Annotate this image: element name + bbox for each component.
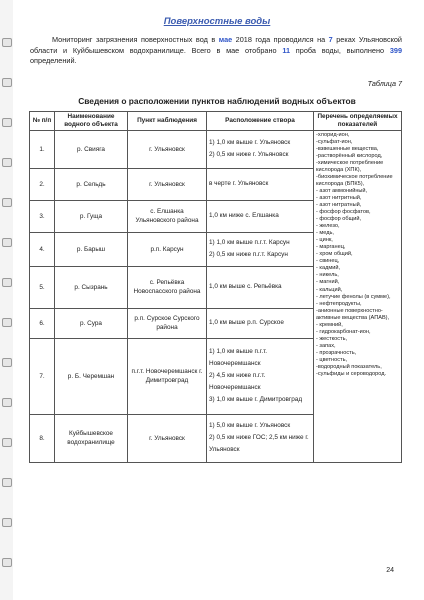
row-observation-point: р.п. Сурское Сурского района [128, 308, 207, 338]
row-num: 3. [30, 200, 55, 232]
stvor-line: 1) 5,0 км выше г. Ульяновск [209, 422, 291, 429]
parameter-item: -хлорид-ион, [316, 131, 350, 138]
row-num: 2. [30, 168, 55, 200]
parameter-item: -водородный показатель, [316, 364, 382, 371]
intro-text: проба воды, выполнено [290, 45, 390, 55]
binder-ring [2, 78, 12, 87]
binder-ring [2, 118, 12, 127]
row-num: 8. [30, 414, 55, 462]
row-num: 1. [30, 130, 55, 168]
parameter-item: - прозрачность, [316, 349, 357, 356]
parameter-item: -взвешенные вещества, [316, 145, 379, 152]
row-observation-point: р.п. Карсун [128, 232, 207, 266]
table-title: Сведения о расположении пунктов наблюдений водных объектов [78, 95, 356, 106]
binder-ring [2, 398, 12, 407]
row-water-object: р. Гуща [55, 200, 128, 232]
row-stvor [207, 308, 314, 338]
stvor-line: 2) 0,5 км ниже п.г.т. Карсун [209, 251, 288, 258]
row-water-object: р. Свияга [55, 130, 128, 168]
stvor-line: 1,0 км выше р.п. Сурское [209, 319, 284, 326]
binder-strip [0, 0, 13, 600]
row-stvor [207, 168, 314, 200]
binder-ring [2, 318, 12, 327]
determination-count: 399 [389, 45, 403, 55]
binder-ring [2, 38, 12, 47]
intro-text: 2018 года проводился на [232, 35, 329, 44]
row-water-object: р. Барыш [55, 232, 128, 266]
river-count: 7 [328, 35, 333, 44]
row-water-object: Куйбышевское водохранилище [55, 414, 128, 462]
parameter-item: -химическое потребление кислорода (ХПК), [316, 159, 384, 173]
binder-ring [2, 438, 12, 447]
table-header-row [30, 111, 402, 130]
parameter-item: - кальций, [316, 286, 343, 293]
row-water-object: р. Сура [55, 308, 128, 338]
parameter-item: - нефтепродукты, [316, 300, 362, 307]
sample-count: 11 [282, 45, 291, 55]
binder-ring [2, 518, 12, 527]
row-num: 5. [30, 266, 55, 308]
header-num: № п/п [30, 111, 55, 130]
parameter-item: - марганец, [316, 244, 346, 251]
intro-month: мае [218, 35, 233, 44]
stvor-line: 2) 0,5 км ниже ГОС; 2,5 км ниже г. Ульяновск [209, 434, 309, 453]
parameter-item: - азот аммонийный, [316, 187, 368, 194]
row-observation-point: г. Ульяновск [128, 168, 207, 200]
parameter-item: - фосфор фосфатов, [316, 209, 371, 216]
document-page [26, 14, 408, 588]
page-number: 24 [386, 567, 394, 574]
stvor-line: 3) 1,0 км выше г. Димитровград [209, 396, 303, 403]
row-num: 4. [30, 232, 55, 266]
parameter-item: -сульфиды и сероводород. [316, 371, 387, 378]
parameter-item: - цинк, [316, 237, 333, 244]
stvor-line: 1,0 км выше с. Репьёвка [209, 283, 282, 290]
table-body [30, 130, 402, 462]
intro-text: Мониторинг загрязнения поверхностных вод в [52, 35, 219, 44]
row-observation-point: с. Елшанка Ульяновского района [128, 200, 207, 232]
parameter-item: - жесткость, [316, 335, 348, 342]
parameter-item: - хром общий, [316, 251, 353, 258]
header-object: Наименование водного объекта [55, 111, 128, 130]
row-water-object: р. Сельдь [55, 168, 128, 200]
row-stvor [207, 232, 314, 266]
row-observation-point: п.г.т. Новочеремшанск г. Димитровград [128, 338, 207, 414]
parameter-item: - железо, [316, 223, 340, 230]
row-observation-point: г. Ульяновск [128, 130, 207, 168]
header-stvor: Расположение створа [207, 111, 314, 130]
table-row [30, 130, 402, 168]
header-params: Перечень определяемых показателей [314, 111, 402, 130]
parameter-item: -растворённый кислород, [316, 152, 383, 159]
section-heading: Поверхностные воды [163, 16, 271, 27]
row-stvor [207, 200, 314, 232]
parameter-item: - кадмий, [316, 265, 341, 272]
parameter-item: - цветность, [316, 357, 348, 363]
parameter-item: -анионные поверхностно-активные вещества (АПАВ), [316, 307, 390, 321]
row-stvor [207, 338, 314, 414]
row-stvor [207, 414, 314, 462]
stvor-line: 2) 4,5 км ниже п.г.т. Новочеремшанск [209, 372, 266, 391]
stvor-line: 1) 1,0 км выше г. Ульяновск [209, 139, 291, 146]
intro-text: определений. [30, 56, 77, 65]
row-observation-point: с. Репьёвка Новоспасского района [128, 266, 207, 308]
intro-text: реках Ульяновской области и Куйбышевском водохранилище. Всего в мае отобрано [30, 35, 403, 55]
parameter-item: - азот нитратный, [316, 201, 362, 208]
parameter-item: - медь, [316, 230, 334, 237]
parameter-item: - никель, [316, 272, 339, 279]
binder-ring [2, 478, 12, 487]
parameter-item: -сульфат-ион, [316, 138, 353, 145]
stvor-line: 2) 0,5 км ниже г. Ульяновск [209, 151, 289, 158]
row-stvor [207, 266, 314, 308]
row-num: 7. [30, 338, 55, 414]
stvor-line: 1) 1,0 км выше п.г.т. Новочеремшанск [209, 348, 268, 367]
binder-ring [2, 198, 12, 207]
binder-ring [2, 358, 12, 367]
header-point: Пункт наблюдения [128, 111, 207, 130]
binder-ring [2, 238, 12, 247]
row-stvor [207, 130, 314, 168]
binder-ring [2, 558, 12, 567]
binder-ring [2, 158, 12, 167]
stvor-line: 1) 1,0 км выше п.г.т. Карсун [209, 239, 290, 246]
row-num: 6. [30, 308, 55, 338]
parameter-item: - гидрокарбонат-ион, [316, 328, 371, 335]
parameter-item: - запах, [316, 342, 336, 349]
parameters-list [314, 130, 402, 462]
row-water-object: р. Б. Черемшан [55, 338, 128, 414]
parameter-item: -биохимическое потребление кислорода (БПК5), [316, 173, 393, 187]
parameter-item: - азот нитритный, [316, 194, 362, 201]
parameter-item: - кремний, [316, 321, 343, 328]
parameter-item: - фосфор общий, [316, 216, 362, 223]
observation-points-table [29, 111, 402, 463]
row-water-object: р. Сызрань [55, 266, 128, 308]
parameter-item: - летучие фенолы (в сумме), [316, 293, 391, 300]
binder-ring [2, 278, 12, 287]
table-label: Таблица 7 [367, 78, 402, 88]
parameter-item: - свинец, [316, 258, 340, 265]
parameter-item: - магний, [316, 279, 340, 286]
row-observation-point: г. Ульяновск [128, 414, 207, 462]
stvor-line: в черте г. Ульяновск [209, 180, 269, 187]
intro-paragraph [30, 35, 402, 67]
stvor-line: 1,0 км ниже с. Елшанка [209, 212, 279, 219]
